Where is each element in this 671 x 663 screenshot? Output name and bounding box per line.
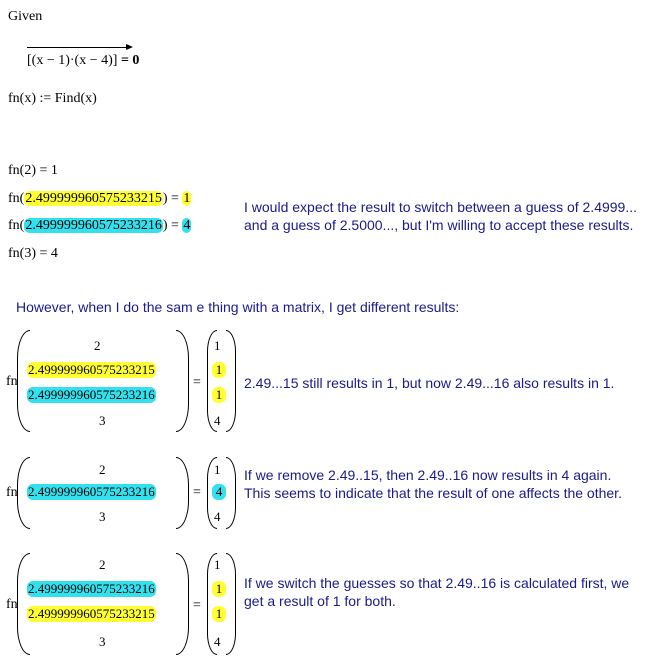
result-cell: 1 — [212, 362, 226, 378]
note-however: However, when I do the sam e thing with a matrix, I get different results: — [16, 299, 460, 315]
matrix-cell: 2.499999960575233216 — [28, 387, 155, 402]
left-paren — [17, 553, 30, 655]
right-paren — [226, 553, 236, 655]
scalar-result-2 — [8, 191, 191, 207]
note-matrix-3-line-1: If we switch the guesses so that 2.49..16 is calculated first, we — [244, 575, 630, 591]
constraint-rhs: = 0 — [120, 53, 140, 68]
matrix-cell: 2 — [99, 462, 106, 477]
note-expect-1: I would expect the result to switch between a guess of 2.4999... — [244, 199, 638, 215]
note-matrix-1: 2.49...15 still results in 1, but now 2.49...16 also results in 1. — [244, 375, 615, 391]
result-cell: 4 — [212, 484, 226, 500]
scalar-result-4: fn(3) = 4 — [8, 246, 58, 261]
matrix-cell: 2 — [94, 338, 101, 353]
matrix-cell: 3 — [99, 509, 106, 524]
result-highlight: 4 — [183, 218, 191, 233]
result-cell: 1 — [214, 338, 221, 353]
given-label: Given — [8, 9, 43, 24]
result-cell: 1 — [212, 606, 226, 622]
result-cell: 4 — [214, 509, 221, 524]
fn-call-open: fn( — [8, 191, 25, 206]
matrix-cell: 2 — [99, 557, 106, 572]
equals-sign: = — [193, 375, 201, 390]
note-matrix-3-line-2: get a result of 1 for both. — [244, 593, 396, 609]
scalar-result-1: fn(2) = 1 — [8, 163, 58, 178]
matrix-cell: 2.499999960575233215 — [28, 606, 155, 621]
matrix-cell: 3 — [99, 413, 106, 428]
result-cell: 1 — [212, 581, 226, 597]
equals-sign: = — [193, 598, 201, 613]
right-paren — [176, 457, 189, 529]
note-matrix-2-line-2: This seems to indicate that the result of one affects the other. — [244, 485, 622, 501]
constraint-equation — [27, 53, 139, 69]
vectorize-arrow-head-icon — [126, 44, 133, 50]
vectorize-arrow-line — [27, 47, 127, 48]
left-paren — [17, 330, 30, 432]
guess-highlight: 2.499999960575233215 — [25, 191, 162, 206]
fn-label: fn — [6, 597, 18, 612]
result-cell: 1 — [214, 557, 221, 572]
fn-call-open: fn( — [8, 218, 25, 233]
right-paren — [226, 457, 236, 529]
equals-sign: = — [193, 485, 201, 500]
result-cell: 1 — [212, 387, 226, 403]
result-cell: 4 — [214, 413, 221, 428]
matrix-cell: 3 — [99, 634, 106, 649]
fn-call-close: ) = — [162, 218, 183, 233]
fn-call-close: ) = — [162, 191, 183, 206]
right-paren — [176, 553, 189, 655]
matrix-cell: 2.499999960575233216 — [28, 484, 155, 499]
fn-definition: fn(x) := Find(x) — [8, 91, 97, 106]
matrix-cell: 2.499999960575233215 — [28, 362, 155, 377]
result-cell: 4 — [214, 634, 221, 649]
fn-label: fn — [6, 485, 18, 500]
guess-highlight: 2.499999960575233216 — [25, 218, 162, 233]
right-paren — [226, 330, 236, 432]
scalar-result-3 — [8, 218, 191, 234]
fn-label: fn — [6, 374, 18, 389]
result-highlight: 1 — [183, 191, 191, 206]
right-paren — [176, 330, 189, 432]
matrix-cell: 2.499999960575233216 — [28, 581, 155, 596]
result-cell: 1 — [214, 462, 221, 477]
note-matrix-2-line-1: If we remove 2.49..15, then 2.49..16 now results in 4 again. — [244, 467, 612, 483]
constraint-lhs: [(x − 1)·(x − 4)] — [27, 53, 118, 68]
note-expect-2: and a guess of 2.5000..., but I'm willing to accept these results. — [244, 217, 634, 233]
